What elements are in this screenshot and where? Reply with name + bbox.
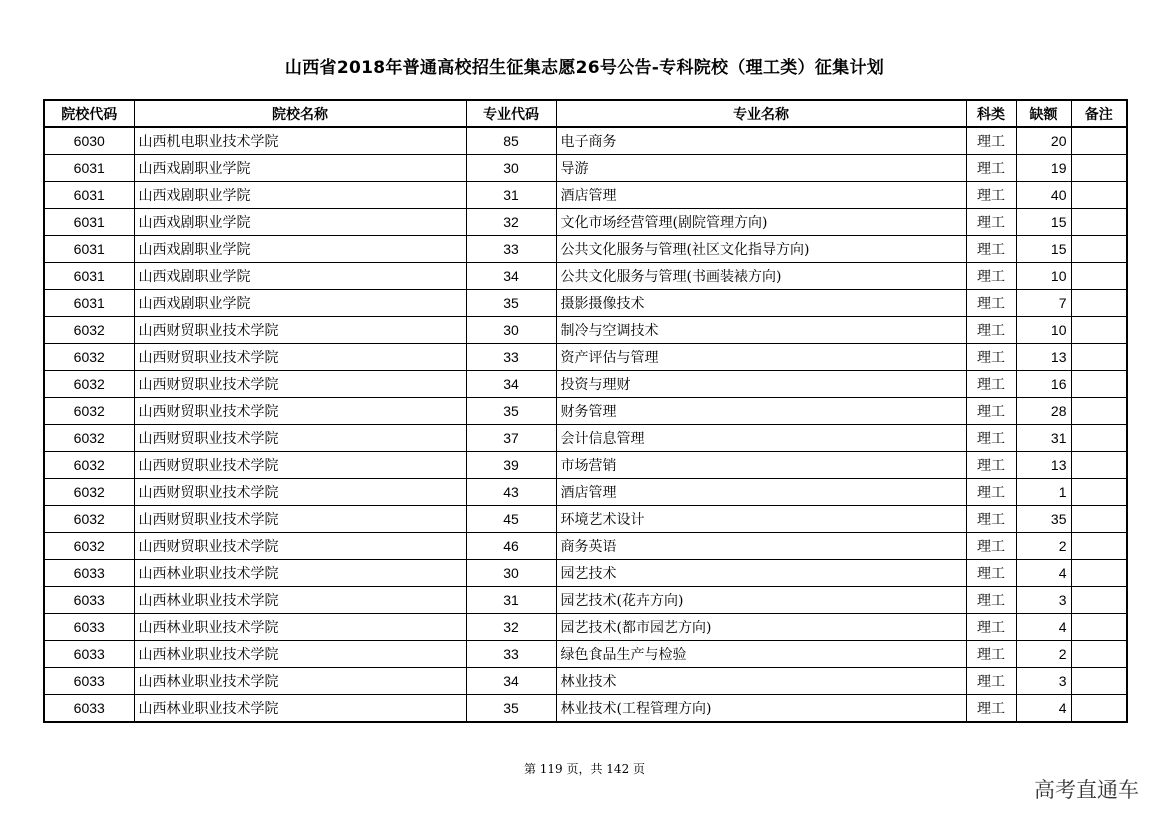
cell-school-code: 6032	[44, 344, 134, 371]
cell-vacancies: 4	[1016, 614, 1071, 641]
cell-major-name: 公共文化服务与管理(社区文化指导方向)	[556, 236, 966, 263]
cell-school-code: 6033	[44, 614, 134, 641]
cell-vacancies: 7	[1016, 290, 1071, 317]
cell-school-name: 山西戏剧职业学院	[134, 182, 466, 209]
cell-major-code: 30	[466, 560, 556, 587]
cell-remarks	[1071, 587, 1127, 614]
cell-major-code: 37	[466, 425, 556, 452]
table-row	[44, 209, 1127, 236]
cell-category: 理工	[966, 533, 1016, 560]
cell-school-code: 6031	[44, 236, 134, 263]
cell-major-code: 32	[466, 614, 556, 641]
cell-category: 理工	[966, 587, 1016, 614]
cell-major-code: 33	[466, 641, 556, 668]
table-row	[44, 317, 1127, 344]
cell-major-name: 导游	[556, 155, 966, 182]
cell-remarks	[1071, 317, 1127, 344]
cell-school-code: 6033	[44, 560, 134, 587]
table-row	[44, 344, 1127, 371]
cell-vacancies: 1	[1016, 479, 1071, 506]
cell-major-code: 31	[466, 587, 556, 614]
enrollment-plan-table	[43, 99, 1128, 723]
cell-school-name: 山西财贸职业技术学院	[134, 344, 466, 371]
table-row	[44, 668, 1127, 695]
cell-school-code: 6032	[44, 371, 134, 398]
cell-remarks	[1071, 614, 1127, 641]
cell-major-name: 电子商务	[556, 127, 966, 155]
cell-remarks	[1071, 371, 1127, 398]
header-major-name: 专业名称	[556, 100, 966, 127]
cell-vacancies: 40	[1016, 182, 1071, 209]
table-row	[44, 695, 1127, 723]
cell-major-code: 35	[466, 290, 556, 317]
cell-vacancies: 2	[1016, 533, 1071, 560]
cell-remarks	[1071, 290, 1127, 317]
cell-remarks	[1071, 344, 1127, 371]
cell-major-name: 园艺技术(都市园艺方向)	[556, 614, 966, 641]
cell-major-name: 摄影摄像技术	[556, 290, 966, 317]
cell-school-name: 山西财贸职业技术学院	[134, 371, 466, 398]
cell-school-code: 6032	[44, 452, 134, 479]
cell-school-name: 山西财贸职业技术学院	[134, 317, 466, 344]
cell-major-code: 45	[466, 506, 556, 533]
cell-major-code: 33	[466, 344, 556, 371]
cell-category: 理工	[966, 155, 1016, 182]
table-row	[44, 641, 1127, 668]
cell-vacancies: 20	[1016, 127, 1071, 155]
cell-category: 理工	[966, 641, 1016, 668]
cell-category: 理工	[966, 614, 1016, 641]
cell-major-name: 酒店管理	[556, 479, 966, 506]
cell-major-code: 46	[466, 533, 556, 560]
header-school-name: 院校名称	[134, 100, 466, 127]
header-school-code: 院校代码	[44, 100, 134, 127]
cell-remarks	[1071, 398, 1127, 425]
page-footer: 第 119 页，共 142 页	[523, 762, 646, 776]
table-row	[44, 533, 1127, 560]
cell-school-name: 山西林业职业技术学院	[134, 614, 466, 641]
cell-school-code: 6031	[44, 182, 134, 209]
cell-category: 理工	[966, 695, 1016, 723]
cell-school-name: 山西机电职业技术学院	[134, 127, 466, 155]
cell-category: 理工	[966, 560, 1016, 587]
table-row	[44, 506, 1127, 533]
cell-vacancies: 10	[1016, 317, 1071, 344]
cell-vacancies: 2	[1016, 641, 1071, 668]
cell-category: 理工	[966, 452, 1016, 479]
cell-major-code: 34	[466, 371, 556, 398]
cell-remarks	[1071, 479, 1127, 506]
cell-major-name: 会计信息管理	[556, 425, 966, 452]
cell-remarks	[1071, 425, 1127, 452]
cell-major-name: 园艺技术	[556, 560, 966, 587]
cell-vacancies: 15	[1016, 236, 1071, 263]
cell-school-name: 山西林业职业技术学院	[134, 668, 466, 695]
cell-school-name: 山西林业职业技术学院	[134, 587, 466, 614]
cell-school-code: 6033	[44, 668, 134, 695]
cell-category: 理工	[966, 398, 1016, 425]
table-row	[44, 614, 1127, 641]
cell-category: 理工	[966, 127, 1016, 155]
table-row	[44, 425, 1127, 452]
cell-school-code: 6032	[44, 506, 134, 533]
cell-school-code: 6031	[44, 263, 134, 290]
cell-major-code: 35	[466, 398, 556, 425]
table-row	[44, 452, 1127, 479]
table-row	[44, 236, 1127, 263]
cell-major-name: 商务英语	[556, 533, 966, 560]
cell-vacancies: 3	[1016, 587, 1071, 614]
cell-category: 理工	[966, 317, 1016, 344]
cell-school-code: 6031	[44, 209, 134, 236]
cell-major-code: 85	[466, 127, 556, 155]
cell-remarks	[1071, 560, 1127, 587]
table-row	[44, 560, 1127, 587]
cell-category: 理工	[966, 371, 1016, 398]
cell-category: 理工	[966, 344, 1016, 371]
cell-major-code: 31	[466, 182, 556, 209]
cell-major-name: 林业技术	[556, 668, 966, 695]
header-vacancies: 缺额	[1016, 100, 1071, 127]
cell-remarks	[1071, 668, 1127, 695]
cell-vacancies: 15	[1016, 209, 1071, 236]
cell-remarks	[1071, 209, 1127, 236]
cell-school-code: 6033	[44, 641, 134, 668]
cell-vacancies: 19	[1016, 155, 1071, 182]
header-major-code: 专业代码	[466, 100, 556, 127]
table-row	[44, 263, 1127, 290]
cell-school-name: 山西财贸职业技术学院	[134, 479, 466, 506]
cell-category: 理工	[966, 263, 1016, 290]
cell-school-name: 山西林业职业技术学院	[134, 641, 466, 668]
table-body	[44, 127, 1127, 722]
table-row	[44, 398, 1127, 425]
cell-major-name: 文化市场经营管理(剧院管理方向)	[556, 209, 966, 236]
cell-vacancies: 28	[1016, 398, 1071, 425]
cell-school-name: 山西财贸职业技术学院	[134, 506, 466, 533]
cell-school-name: 山西戏剧职业学院	[134, 236, 466, 263]
page-title: 山西省2018年普通高校招生征集志愿26号公告-专科院校（理工类）征集计划	[284, 58, 885, 78]
cell-vacancies: 4	[1016, 695, 1071, 723]
table-row	[44, 155, 1127, 182]
cell-major-code: 33	[466, 236, 556, 263]
header-category: 科类	[966, 100, 1016, 127]
cell-school-code: 6033	[44, 587, 134, 614]
table-row	[44, 182, 1127, 209]
cell-remarks	[1071, 695, 1127, 723]
cell-remarks	[1071, 263, 1127, 290]
table-row	[44, 587, 1127, 614]
cell-major-code: 43	[466, 479, 556, 506]
table-row	[44, 371, 1127, 398]
cell-remarks	[1071, 155, 1127, 182]
cell-major-name: 绿色食品生产与检验	[556, 641, 966, 668]
cell-school-code: 6032	[44, 425, 134, 452]
cell-major-name: 公共文化服务与管理(书画装裱方向)	[556, 263, 966, 290]
cell-remarks	[1071, 506, 1127, 533]
cell-major-name: 酒店管理	[556, 182, 966, 209]
cell-major-code: 30	[466, 317, 556, 344]
cell-remarks	[1071, 452, 1127, 479]
cell-vacancies: 4	[1016, 560, 1071, 587]
cell-major-code: 35	[466, 695, 556, 723]
cell-remarks	[1071, 533, 1127, 560]
cell-school-code: 6032	[44, 317, 134, 344]
cell-school-code: 6033	[44, 695, 134, 723]
cell-major-code: 39	[466, 452, 556, 479]
cell-school-name: 山西财贸职业技术学院	[134, 425, 466, 452]
cell-category: 理工	[966, 209, 1016, 236]
cell-major-name: 资产评估与管理	[556, 344, 966, 371]
cell-school-name: 山西财贸职业技术学院	[134, 452, 466, 479]
cell-category: 理工	[966, 479, 1016, 506]
cell-school-code: 6031	[44, 290, 134, 317]
cell-category: 理工	[966, 506, 1016, 533]
watermark-logo-text: 高考直通车	[1034, 778, 1139, 802]
cell-major-name: 市场营销	[556, 452, 966, 479]
cell-school-name: 山西戏剧职业学院	[134, 155, 466, 182]
cell-major-code: 32	[466, 209, 556, 236]
cell-vacancies: 10	[1016, 263, 1071, 290]
table-header-row	[44, 100, 1127, 127]
cell-major-name: 财务管理	[556, 398, 966, 425]
table-row	[44, 479, 1127, 506]
cell-category: 理工	[966, 425, 1016, 452]
cell-major-name: 制冷与空调技术	[556, 317, 966, 344]
cell-school-code: 6031	[44, 155, 134, 182]
cell-school-name: 山西财贸职业技术学院	[134, 533, 466, 560]
cell-remarks	[1071, 236, 1127, 263]
cell-category: 理工	[966, 290, 1016, 317]
table-row	[44, 127, 1127, 155]
cell-category: 理工	[966, 668, 1016, 695]
cell-remarks	[1071, 127, 1127, 155]
cell-category: 理工	[966, 236, 1016, 263]
cell-school-code: 6032	[44, 398, 134, 425]
cell-school-code: 6032	[44, 479, 134, 506]
cell-school-code: 6030	[44, 127, 134, 155]
cell-vacancies: 13	[1016, 344, 1071, 371]
cell-vacancies: 16	[1016, 371, 1071, 398]
cell-school-name: 山西戏剧职业学院	[134, 209, 466, 236]
cell-vacancies: 3	[1016, 668, 1071, 695]
cell-major-code: 34	[466, 668, 556, 695]
cell-vacancies: 31	[1016, 425, 1071, 452]
cell-major-name: 环境艺术设计	[556, 506, 966, 533]
cell-remarks	[1071, 182, 1127, 209]
cell-major-name: 投资与理财	[556, 371, 966, 398]
cell-school-name: 山西戏剧职业学院	[134, 290, 466, 317]
cell-school-name: 山西林业职业技术学院	[134, 695, 466, 723]
cell-school-name: 山西林业职业技术学院	[134, 560, 466, 587]
cell-school-code: 6032	[44, 533, 134, 560]
cell-vacancies: 13	[1016, 452, 1071, 479]
cell-vacancies: 35	[1016, 506, 1071, 533]
cell-major-name: 林业技术(工程管理方向)	[556, 695, 966, 723]
table-row	[44, 290, 1127, 317]
cell-major-code: 30	[466, 155, 556, 182]
cell-category: 理工	[966, 182, 1016, 209]
cell-major-name: 园艺技术(花卉方向)	[556, 587, 966, 614]
cell-school-name: 山西戏剧职业学院	[134, 263, 466, 290]
header-remarks: 备注	[1071, 100, 1127, 127]
cell-school-name: 山西财贸职业技术学院	[134, 398, 466, 425]
cell-remarks	[1071, 641, 1127, 668]
cell-major-code: 34	[466, 263, 556, 290]
